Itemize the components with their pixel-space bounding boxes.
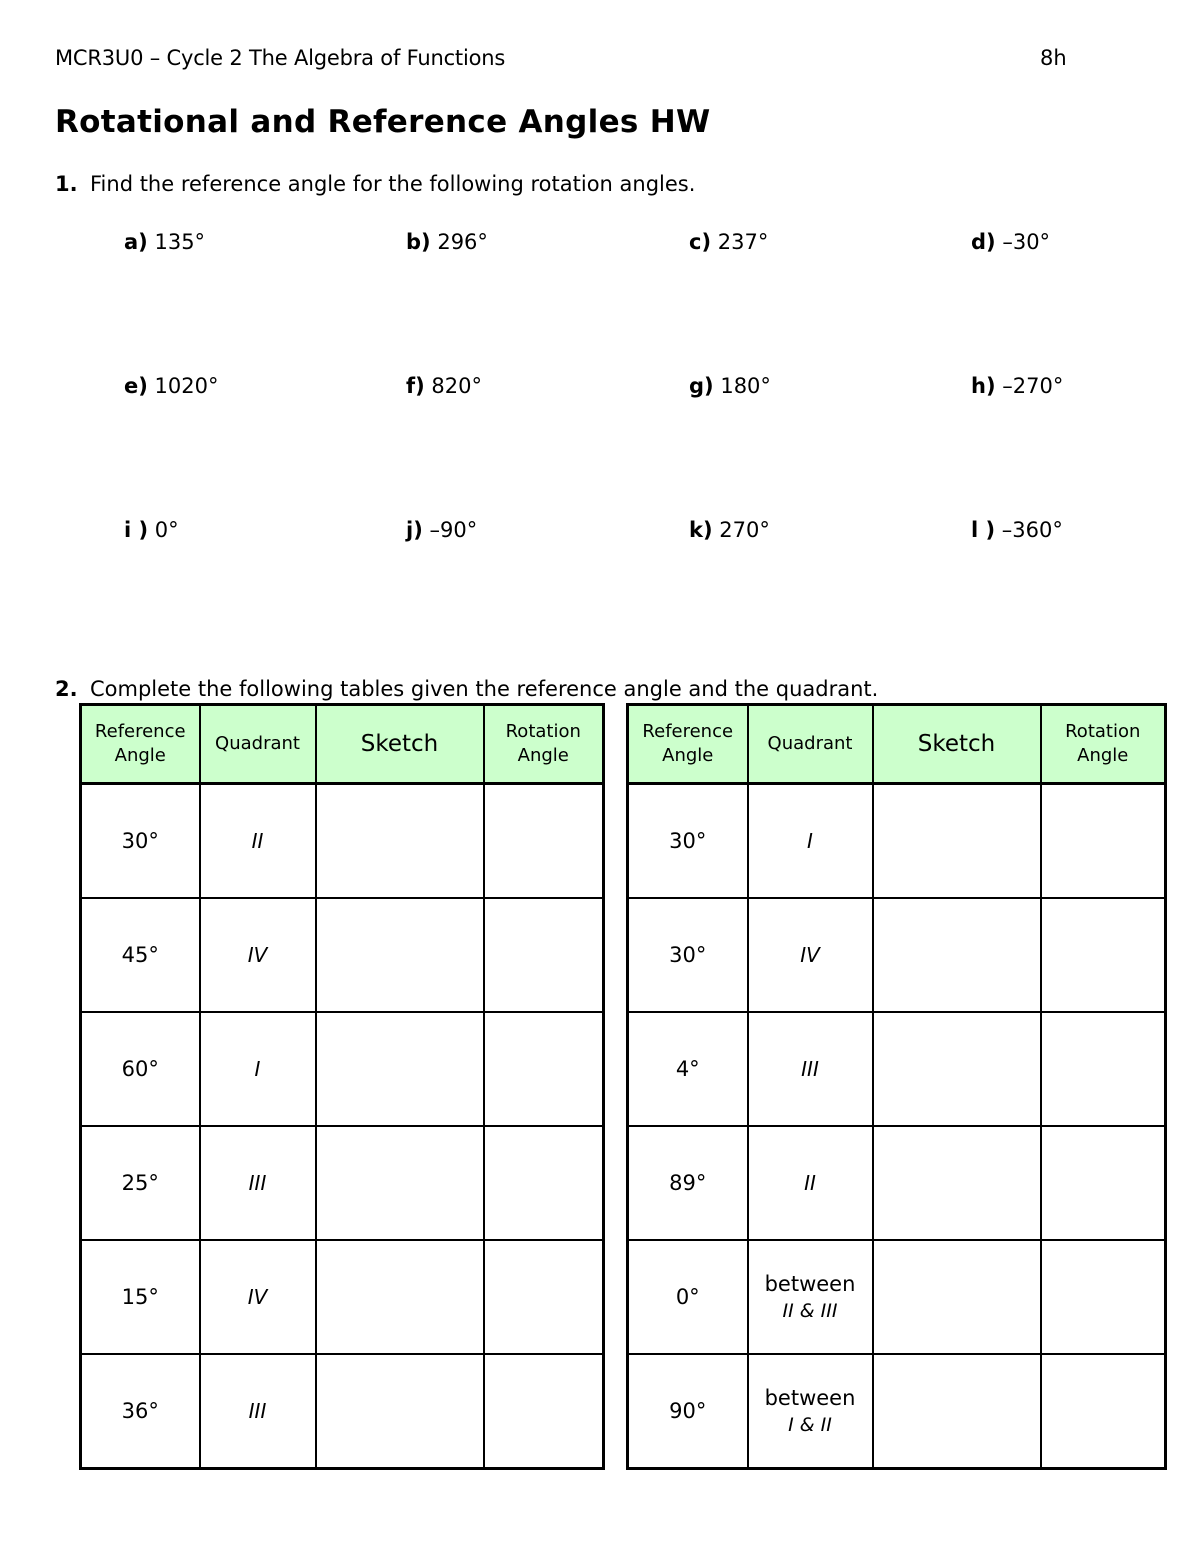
q1-item-label: b) [406,230,431,254]
q1-item-g [689,374,771,398]
q1-item-label: h) [971,374,996,398]
reference-angle-cell: 60° [81,1012,200,1126]
q1-item-l [971,518,1063,542]
quadrant-between-word: between [764,1272,856,1296]
q1-item-i [124,518,179,542]
table-row [81,784,604,899]
sketch-cell[interactable] [316,1012,484,1126]
q1-item-label: g) [689,374,714,398]
table-header-row [628,705,1166,784]
lesson-code: 8h [1040,46,1067,70]
quadrant-cell: III [200,1126,316,1240]
sketch-cell[interactable] [316,1240,484,1354]
q1-item-value: –90° [429,518,478,542]
q1-item-value: –30° [1002,230,1051,254]
header-quadrant: Quadrant [748,705,873,784]
table-row [628,1126,1166,1240]
table-row [81,898,604,1012]
table-row [81,1240,604,1354]
sketch-cell[interactable] [873,784,1041,899]
reference-angle-cell: 90° [628,1354,748,1469]
q1-item-value: –360° [1001,518,1063,542]
sketch-cell[interactable] [316,1354,484,1469]
question-2-prompt: Complete the following tables given the reference angle and the quadrant. [90,677,879,701]
course-header: MCR3U0 – Cycle 2 The Algebra of Functions [55,46,506,70]
header-rotation-angle: Rotation Angle [1041,705,1166,784]
quadrant-between-word: between [764,1386,856,1410]
rotation-angle-cell[interactable] [1041,1354,1166,1469]
reference-angle-cell: 36° [81,1354,200,1469]
reference-angle-cell: 4° [628,1012,748,1126]
q1-item-value: 270° [719,518,770,542]
reference-angle-cell: 15° [81,1240,200,1354]
page-title: Rotational and Reference Angles HW [55,104,711,140]
table-row [81,1012,604,1126]
reference-angle-cell: 89° [628,1126,748,1240]
sketch-cell[interactable] [873,1126,1041,1240]
header-quadrant: Quadrant [200,705,316,784]
quadrant-cell: III [748,1012,873,1126]
q1-item-value: 237° [717,230,769,254]
header-sketch: Sketch [316,705,484,784]
rotation-angle-cell[interactable] [1041,1126,1166,1240]
q1-item-value: 296° [437,230,488,254]
table-header-row [81,705,604,784]
q1-item-label: f) [406,374,425,398]
q1-item-f [406,374,482,398]
right-angle-table [626,703,1167,1470]
rotation-angle-cell[interactable] [1041,898,1166,1012]
q1-item-d [971,230,1050,254]
table-row [81,1126,604,1240]
q1-item-value: 180° [720,374,771,398]
rotation-angle-cell[interactable] [1041,1012,1166,1126]
reference-angle-cell: 30° [81,784,200,899]
q1-item-j [406,518,477,542]
q1-item-value: 820° [431,374,483,398]
q1-item-value: 135° [154,230,206,254]
table-row [628,1012,1166,1126]
quadrant-cell: I [200,1012,316,1126]
q1-item-label: k) [689,518,713,542]
reference-angle-cell: 45° [81,898,200,1012]
question-1-number: 1. [55,172,78,196]
table-row [628,898,1166,1012]
table-row [628,1354,1166,1469]
quadrant-cell: III [200,1354,316,1469]
rotation-angle-cell[interactable] [484,1240,604,1354]
header-rotation-angle: Rotation Angle [484,705,604,784]
q1-item-label: a) [124,230,148,254]
table-row [628,1240,1166,1354]
quadrant-cell: II [748,1126,873,1240]
q1-item-e [124,374,218,398]
sketch-cell[interactable] [873,898,1041,1012]
sketch-cell[interactable] [316,784,484,899]
rotation-angle-cell[interactable] [484,1354,604,1469]
quadrant-between-range: I & II [788,1414,832,1436]
question-2-number: 2. [55,677,78,701]
table-row [628,784,1166,899]
rotation-angle-cell[interactable] [1041,784,1166,899]
reference-angle-cell: 30° [628,784,748,899]
rotation-angle-cell[interactable] [1041,1240,1166,1354]
q1-item-label: d) [971,230,996,254]
reference-angle-cell: 25° [81,1126,200,1240]
q1-item-b [406,230,488,254]
header-reference-angle: Reference Angle [81,705,200,784]
q1-item-c [689,230,768,254]
left-angle-table [79,703,605,1470]
quadrant-between-range: II & III [782,1300,838,1322]
rotation-angle-cell[interactable] [484,898,604,1012]
q1-item-label: c) [689,230,712,254]
quadrant-cell: IV [200,898,316,1012]
q1-item-label: e) [124,374,148,398]
reference-angle-cell: 0° [628,1240,748,1354]
quadrant-cell [748,1354,873,1469]
quadrant-cell [748,1240,873,1354]
q1-item-label: i ) [124,518,149,542]
sketch-cell[interactable] [873,1012,1041,1126]
q1-item-label: l ) [971,518,996,542]
q1-item-h [971,374,1063,398]
q1-item-value: –270° [1002,374,1064,398]
quadrant-cell: IV [200,1240,316,1354]
sketch-cell[interactable] [316,1126,484,1240]
reference-angle-cell: 30° [628,898,748,1012]
rotation-angle-cell[interactable] [484,1126,604,1240]
q1-item-k [689,518,770,542]
q1-item-value: 1020° [154,374,219,398]
quadrant-cell: IV [748,898,873,1012]
quadrant-cell: I [748,784,873,899]
rotation-angle-cell[interactable] [484,1012,604,1126]
q1-item-a [124,230,205,254]
header-reference-angle: Reference Angle [628,705,748,784]
table-row [81,1354,604,1469]
sketch-cell[interactable] [873,1240,1041,1354]
q1-item-value: 0° [154,518,179,542]
header-sketch: Sketch [873,705,1041,784]
question-1-prompt: Find the reference angle for the following rotation angles. [90,172,696,196]
sketch-cell[interactable] [316,898,484,1012]
quadrant-cell: II [200,784,316,899]
q1-item-label: j) [406,518,423,542]
rotation-angle-cell[interactable] [484,784,604,899]
sketch-cell[interactable] [873,1354,1041,1469]
